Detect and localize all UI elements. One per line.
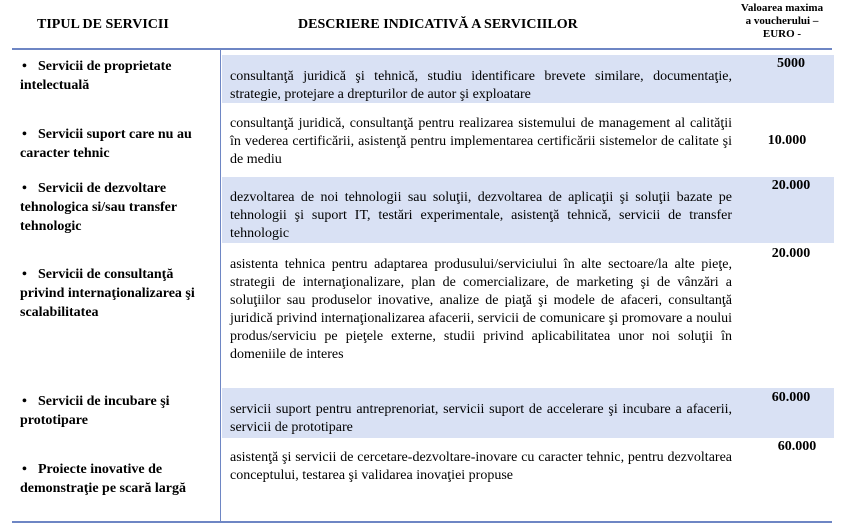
column-header-value-line1: Valoarea maxima <box>740 2 824 14</box>
table-row-6-value: 60.000 <box>777 439 817 454</box>
table-row-2-description: consultanţă juridică, consultanţă pentru realizarea sistemului de management al calităţii în vederea certificării, asistenţă pentru implementarea certificării sistemelor de calitate şi de mediu <box>230 116 732 167</box>
table-row-6-type: • Proiecte inovative de demonstraţie pe scară largă <box>20 462 187 496</box>
bullet-icon: • <box>22 462 27 477</box>
table-row-6-description: asistenţă şi servicii de cercetare-dezvoltare-inovare cu caracter tehnic, pentru dezvoltarea conceptului, testarea şi validarea inovaţiei propuse <box>230 450 732 483</box>
column-header-value-line2: a voucherului – <box>745 15 819 27</box>
table-row-2-value: 10.000 <box>767 133 807 148</box>
table-bottom-border <box>12 521 832 523</box>
table-row-1-description: consultanţă juridică şi tehnică, studiu identificare brevete similare, documentaţie, strategie, protejare a drepturilor de autor şi exploatare <box>230 69 732 102</box>
table-row-1-type: • Servicii de proprietate intelectuală <box>20 59 172 93</box>
table-row-4-value: 20.000 <box>771 246 811 261</box>
bullet-icon: • <box>22 127 27 142</box>
table-row-5-type: • Servicii de incubare şi prototipare <box>20 394 170 428</box>
table-row-3-type: • Servicii de dezvoltare tehnologica si/sau transfer tehnologic <box>20 181 177 234</box>
column-divider <box>220 49 221 521</box>
bullet-icon: • <box>22 267 27 282</box>
column-header-value-line3: EURO - <box>762 28 802 40</box>
table-row-3-description: dezvoltarea de noi tehnologii sau soluţii, dezvoltarea de aplicaţii şi soluţii bazate pe tehnologii şi suport IT, testări experimentale, asistenţă tehnică, servicii de transfer tehnologic <box>230 190 732 241</box>
table-row-5-description: servicii suport pentru antreprenoriat, servicii suport de accelerare şi incubare a afacerii, servicii de prototipare <box>230 402 732 435</box>
column-header-value <box>722 2 842 41</box>
table-row-4-type: • Servicii de consultanţă privind internaţionalizarea şi scalabilitatea <box>20 267 195 320</box>
header-divider <box>12 48 832 50</box>
bullet-icon: • <box>22 59 27 74</box>
bullet-icon: • <box>22 181 27 196</box>
column-header-description: DESCRIERE INDICATIVĂ A SERVICIILOR <box>298 17 578 32</box>
table-row-3-value: 20.000 <box>771 178 811 193</box>
table-row-4-description: asistenta tehnica pentru adaptarea produsului/serviciului în alte sectoare/la alte pieţe, strategii de internaţionalizare, plan de comercializare, de marketing şi de vânzări a soluţiilor sau produselor inovative, analize de piaţă şi modele de afaceri, consultanţă juridică privind internaţionalizarea afacerii, servicii de comunicare şi promovare a noului produs/serviciu pe pieţele externe, studii privind aplicabilitatea unor noi soluţii în domeniile de interes <box>230 257 732 362</box>
table-row-5-value: 60.000 <box>771 390 811 405</box>
bullet-icon: • <box>22 394 27 409</box>
table-row-2-type: • Servicii suport care nu au caracter tehnic <box>20 127 192 161</box>
table-row-1-value: 5000 <box>777 56 805 71</box>
column-header-type: TIPUL DE SERVICII <box>37 17 169 32</box>
